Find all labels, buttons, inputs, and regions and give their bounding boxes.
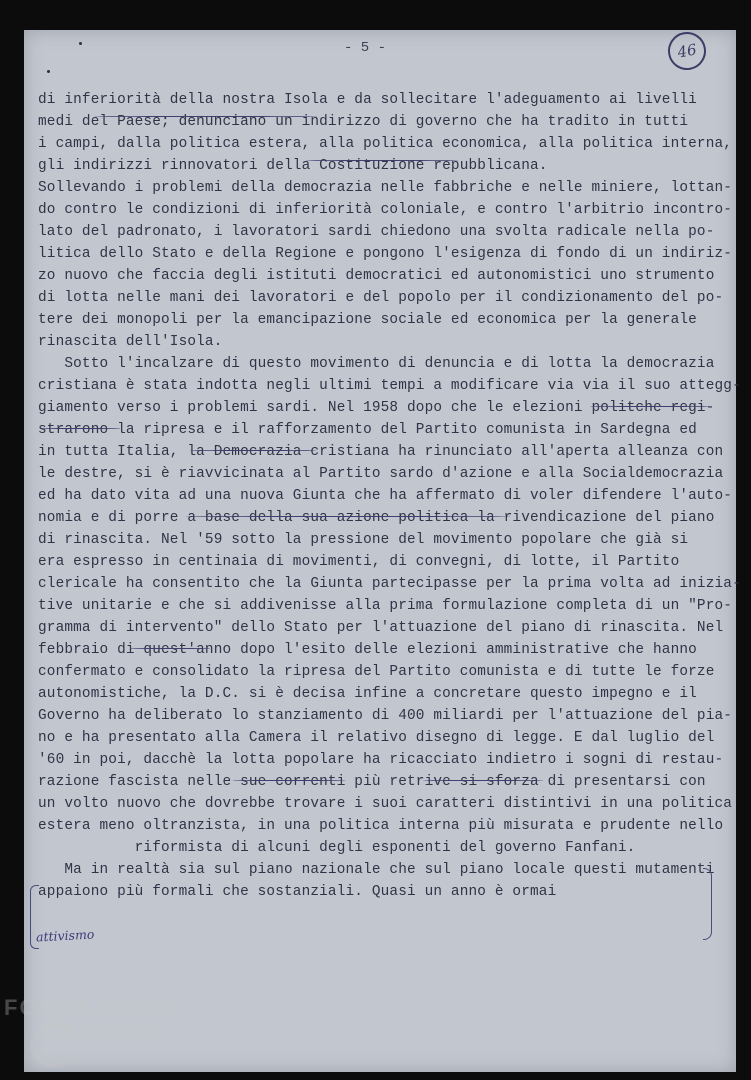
page-number: - 5 -	[344, 40, 387, 56]
text-line: estera meno oltranzista, in una politica interna più misurata e prudente nello	[38, 818, 724, 834]
text-line: lato del padronato, i lavoratori sardi chiedono una svolta radicale nella po-	[38, 224, 715, 240]
text-line: zo nuovo che faccia degli istituti democratici ed autonomistici uno strumento	[38, 268, 715, 284]
text-line: ed ha dato vita ad una nuova Giunta che ha affermato di voler difendere l'auto-	[38, 488, 733, 504]
text-line: riformista di alcuni degli esponenti del governo Fanfani.	[38, 840, 636, 856]
text-line: di lotta nelle mani dei lavoratori e del popolo per il condizionamento del po-	[38, 290, 724, 306]
handwritten-underline	[233, 780, 345, 781]
text-line: Sotto l'incalzare di questo movimento di denuncia e di lotta la democrazia	[38, 356, 715, 372]
ink-speck	[79, 42, 82, 45]
text-line: Governo ha deliberato lo stanziamento di 400 miliardi per l'attuazione del pia-	[38, 708, 733, 724]
text-line: razione fascista nelle sue correnti più retrive si sforza di presentarsi con	[38, 774, 706, 790]
text-line: di rinascita. Nel '59 sotto la pressione del movimento popolare che già si	[38, 532, 689, 548]
text-line: autonomistiche, la D.C. si è decisa infine a concretare questo impegno e il	[38, 686, 697, 702]
watermark-line-2: GRAMSCI	[42, 1019, 160, 1044]
text-line: gli indirizzi rinnovatori della Costituzione repubblicana.	[38, 158, 548, 174]
text-line: giamento verso i problemi sardi. Nel 1958 dopo che le elezioni politche regi-	[38, 400, 715, 416]
margin-bracket	[703, 868, 712, 940]
handwritten-underline	[423, 780, 543, 781]
handwritten-underline	[40, 428, 120, 429]
text-line: un volto nuovo che dovrebbe trovare i suoi caratteri distintivi in una politica	[38, 796, 733, 812]
text-line: tive unitarie e che si addivenisse alla prima formulazione completa di un "Pro-	[38, 598, 733, 614]
text-line: litica dello Stato e della Regione e pongono l'esigenza di fondo di un indiriz-	[38, 246, 733, 262]
archive-number-stamp: 46	[665, 29, 709, 73]
text-line: medi del Paese; denunciano un indirizzo di governo che ha tradito in tutti	[38, 114, 689, 130]
text-line: le destre, si è riavvicinata al Partito sardo d'azione e alla Socialdemocrazia	[38, 466, 724, 482]
text-line: cristiana è stata indotta negli ultimi tempi a modificare via via il suo attegg-	[38, 378, 741, 394]
text-line: do contro le condizioni di inferiorità coloniale, e contro l'arbitrio incontro-	[38, 202, 733, 218]
text-line: no e ha presentato alla Camera il relativo disegno di legge. E dal luglio del	[38, 730, 715, 746]
handwritten-underline	[190, 450, 316, 451]
handwritten-underline	[130, 648, 210, 649]
text-line: i campi, dalla politica estera, alla politica economica, alla politica interna,	[38, 136, 733, 152]
handwritten-underline	[306, 160, 458, 161]
text-line: nomia e di porre a base della sua azione politica la rivendicazione del piano	[38, 510, 715, 526]
text-line: rinascita dell'Isola.	[38, 334, 223, 350]
handwritten-margin-note: attivismo	[35, 926, 95, 945]
text-line: Ma in realtà sia sul piano nazionale che sul piano locale questi mutamenti	[38, 862, 715, 878]
watermark-logo	[4, 996, 169, 1044]
ink-speck	[47, 70, 50, 73]
text-line: febbraio di quest'anno dopo l'esito delle elezioni amministrative che hanno	[38, 642, 697, 658]
text-line: tere dei monopoli per la emancipazione sociale ed economica per la generale	[38, 312, 697, 328]
watermark-g-mark	[30, 1022, 76, 1068]
text-line: era espresso in centinaia di movimenti, di convegni, di lotte, il Partito	[38, 554, 680, 570]
text-line: appaiono più formali che sostanziali. Quasi un anno è ormai	[38, 884, 557, 900]
text-line: strarono la ripresa e il rafforzamento del Partito comunista in Sardegna ed	[38, 422, 697, 438]
text-line: in tutta Italia, la Democrazia cristiana ha rinunciato all'aperta alleanza con	[38, 444, 724, 460]
text-line: confermato e consolidato la ripresa del Partito comunista e di tutte le forze	[38, 664, 715, 680]
handwritten-underline	[186, 516, 510, 517]
watermark-line-1: FONDAZIONE	[4, 995, 170, 1020]
text-line: Sollevando i problemi della democrazia nelle fabbriche e nelle miniere, lottan-	[38, 180, 733, 196]
text-line: '60 in poi, dacchè la lotta popolare ha ricacciato indietro i sogni di restau-	[38, 752, 724, 768]
text-line: gramma di intervento" dello Stato per l'attuazione del piano di rinascita. Nel	[38, 620, 724, 636]
text-line: di inferiorità della nostra Isola e da sollecitare l'adeguamento ai livelli	[38, 92, 697, 108]
text-line: clericale ha consentito che la Giunta partecipasse per la prima volta ad inizia-	[38, 576, 741, 592]
handwritten-underline	[590, 406, 710, 407]
